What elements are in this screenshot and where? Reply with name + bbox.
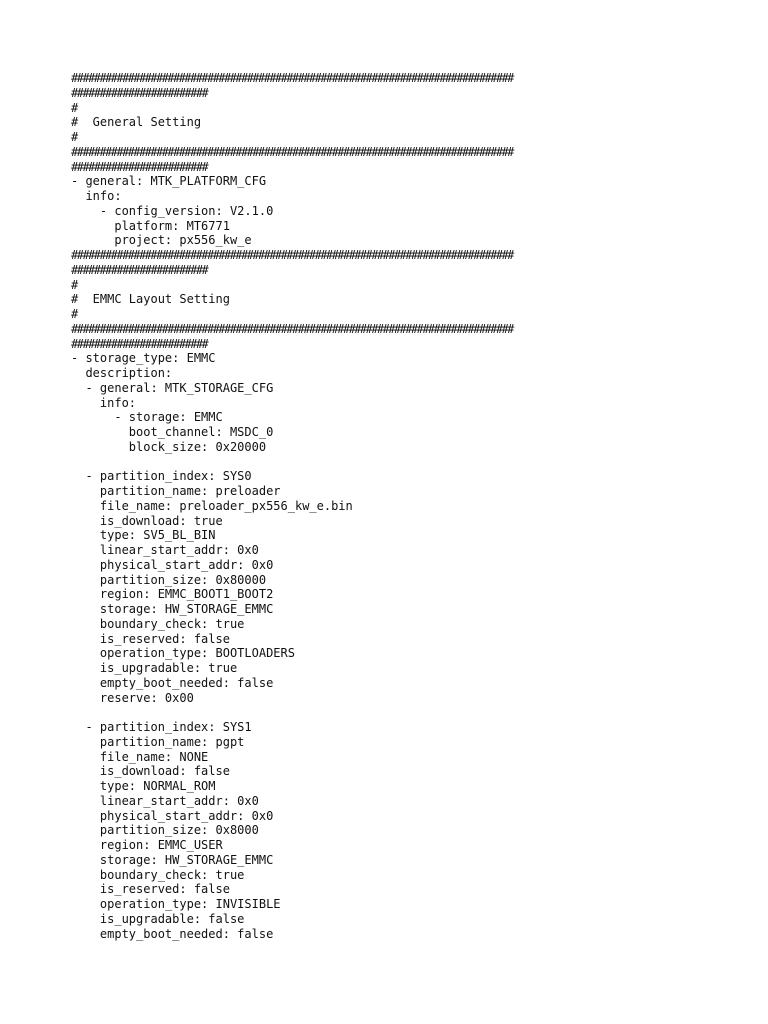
comment-line: # EMMC Layout Setting (71, 292, 230, 307)
text-line: block_size: 0x20000 (71, 439, 267, 454)
text-line: boundary_check: true (71, 867, 245, 882)
text-line: linear_start_addr: 0x0 (71, 543, 259, 557)
separator-line: ######################## (71, 85, 208, 100)
separator-line: ######################## (71, 159, 208, 174)
text-line: is_download: false (71, 764, 230, 779)
text-line: partition_name: pgpt (71, 734, 245, 749)
separator-line: ######################## (71, 262, 208, 277)
text-line: info: (71, 395, 137, 410)
text-line: partition_size: 0x8000 (71, 823, 259, 838)
text-line: - partition_index: SYS1 (71, 720, 252, 734)
separator-line: ############################################################################## (71, 71, 513, 85)
text-line: is_upgradable: false (71, 911, 245, 926)
text-line: boundary_check: true (71, 616, 245, 631)
text-line: type: NORMAL_ROM (71, 779, 216, 793)
text-line: region: EMMC_BOOT1_BOOT2 (71, 587, 274, 602)
text-line: type: SV5_BL_BIN (71, 528, 216, 543)
text-line: is_reserved: false (71, 882, 230, 897)
comment-line: # (71, 100, 79, 115)
text-line: file_name: NONE (71, 749, 209, 764)
text-line: partition_name: preloader (71, 484, 281, 498)
text-line: - partition_index: SYS0 (71, 469, 252, 484)
text-line: description: (71, 366, 173, 380)
separator-line: ############################################################################## (71, 144, 513, 159)
text-line: - general: MTK_STORAGE_CFG (71, 380, 274, 395)
text-line: linear_start_addr: 0x0 (71, 793, 259, 808)
scatter-file-text (71, 71, 711, 941)
comment-line: # (71, 277, 79, 292)
comment-line: # (71, 307, 79, 321)
text-line: is_upgradable: true (71, 661, 238, 675)
text-line: operation_type: BOOTLOADERS (71, 646, 295, 661)
separator-line: ############################################################################## (71, 321, 513, 336)
text-line: physical_start_addr: 0x0 (71, 557, 274, 572)
text-line: storage: HW_STORAGE_EMMC (71, 852, 274, 867)
text-line: - config_version: V2.1.0 (71, 203, 274, 218)
text-line: region: EMMC_USER (71, 838, 223, 852)
text-line: partition_size: 0x80000 (71, 572, 267, 587)
separator-line: ############################################################################## (71, 248, 513, 262)
text-line: physical_start_addr: 0x0 (71, 808, 274, 823)
comment-line: # General Setting (71, 115, 202, 130)
blank-line (71, 455, 711, 470)
blank-line (71, 705, 711, 720)
text-line: empty_boot_needed: false (71, 675, 274, 690)
text-line: platform: MT6771 (71, 218, 230, 233)
text-line: is_reserved: false (71, 631, 230, 646)
text-line: boot_channel: MSDC_0 (71, 425, 274, 439)
text-line: storage: HW_STORAGE_EMMC (71, 602, 274, 616)
text-line: operation_type: INVISIBLE (71, 897, 281, 911)
text-line: info: (71, 189, 122, 203)
comment-line: # (71, 130, 79, 144)
text-line: file_name: preloader_px556_kw_e.bin (71, 498, 353, 513)
text-line: empty_boot_needed: false (71, 926, 274, 941)
text-line: reserve: 0x00 (71, 690, 194, 705)
text-line: project: px556_kw_e (71, 233, 252, 248)
text-line: - storage_type: EMMC (71, 351, 216, 366)
text-line: - storage: EMMC (71, 410, 223, 425)
separator-line: ######################## (71, 336, 208, 351)
text-line: is_download: true (71, 513, 223, 528)
text-line: - general: MTK_PLATFORM_CFG (71, 174, 267, 189)
